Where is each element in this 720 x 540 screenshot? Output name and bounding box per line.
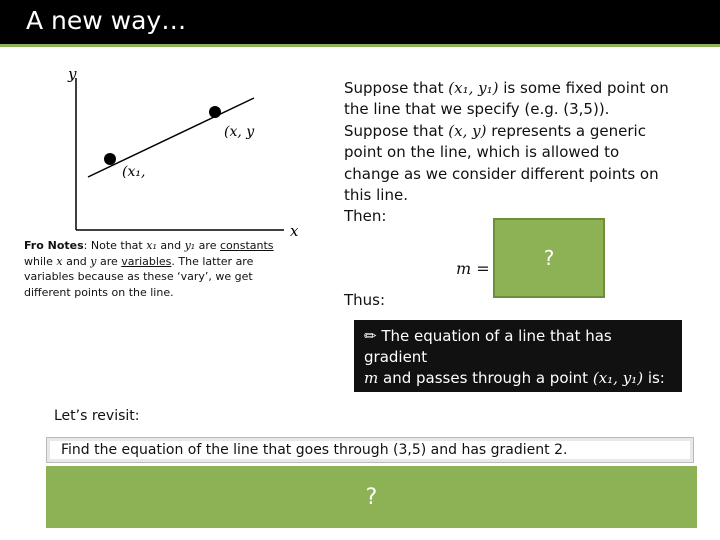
thus-label: Thus: bbox=[344, 291, 386, 309]
notes-y: y bbox=[90, 254, 97, 268]
notes-text: and bbox=[62, 254, 91, 268]
generic-point bbox=[209, 106, 221, 118]
gradient-reveal-box[interactable]: ? bbox=[493, 218, 605, 298]
revisit-label: Let’s revisit: bbox=[54, 408, 140, 424]
notes-text: and bbox=[156, 239, 185, 252]
notes-x1: x₁ bbox=[146, 239, 157, 252]
notes-variables: variables bbox=[121, 254, 172, 268]
notes-text: are bbox=[195, 239, 220, 252]
generic-point-label: (x, y bbox=[224, 124, 255, 140]
pencil-icon: ✏ bbox=[364, 327, 377, 345]
fixed-point bbox=[104, 153, 116, 165]
result-line-1: ✏ The equation of a line that has gradient bbox=[364, 327, 612, 366]
desc-then: Then: bbox=[344, 207, 387, 226]
notes-text: : Note that bbox=[83, 239, 147, 252]
result-box bbox=[354, 320, 682, 408]
fixed-point-label: (x₁, bbox=[122, 164, 146, 180]
notes-y1: y₁ bbox=[184, 239, 196, 252]
notes-text: while bbox=[24, 254, 57, 268]
result-formula: y − y₁ = m(x − x₁) bbox=[448, 390, 588, 408]
x-axis-label: x bbox=[290, 222, 299, 240]
description bbox=[344, 78, 674, 228]
desc-fixed-point: Suppose that (x₁, y₁) is some fixed point on the line that we specify (e.g. (3,5)). bbox=[344, 79, 669, 119]
title-bar bbox=[0, 0, 720, 44]
notes-heading: Fro Notes bbox=[24, 239, 84, 252]
notes-constants: constants bbox=[219, 239, 274, 252]
title-accent-line bbox=[0, 44, 720, 47]
gradient-lhs: m = bbox=[456, 259, 490, 278]
notes-text: . The latter are variables because as these ‘vary’, we get different points on the line. bbox=[24, 254, 254, 299]
desc-generic-point: Suppose that (x, y) represents a generic point on the line, which is allowed to change as we consider different points on this line. bbox=[344, 121, 659, 205]
answer-reveal-box[interactable]: ? bbox=[46, 466, 697, 528]
slide-title: A new way… bbox=[26, 6, 187, 35]
notes-x: x bbox=[56, 254, 63, 268]
notes-text: are bbox=[96, 254, 122, 268]
line-graph bbox=[62, 62, 312, 242]
result-line-2: m and passes through a point (x₁, y₁) is: bbox=[364, 369, 665, 387]
question-strip: Find the equation of the line that goes through (3,5) and has gradient 2. bbox=[46, 437, 694, 463]
y-axis-label: y bbox=[68, 65, 77, 83]
fro-notes bbox=[24, 238, 279, 300]
